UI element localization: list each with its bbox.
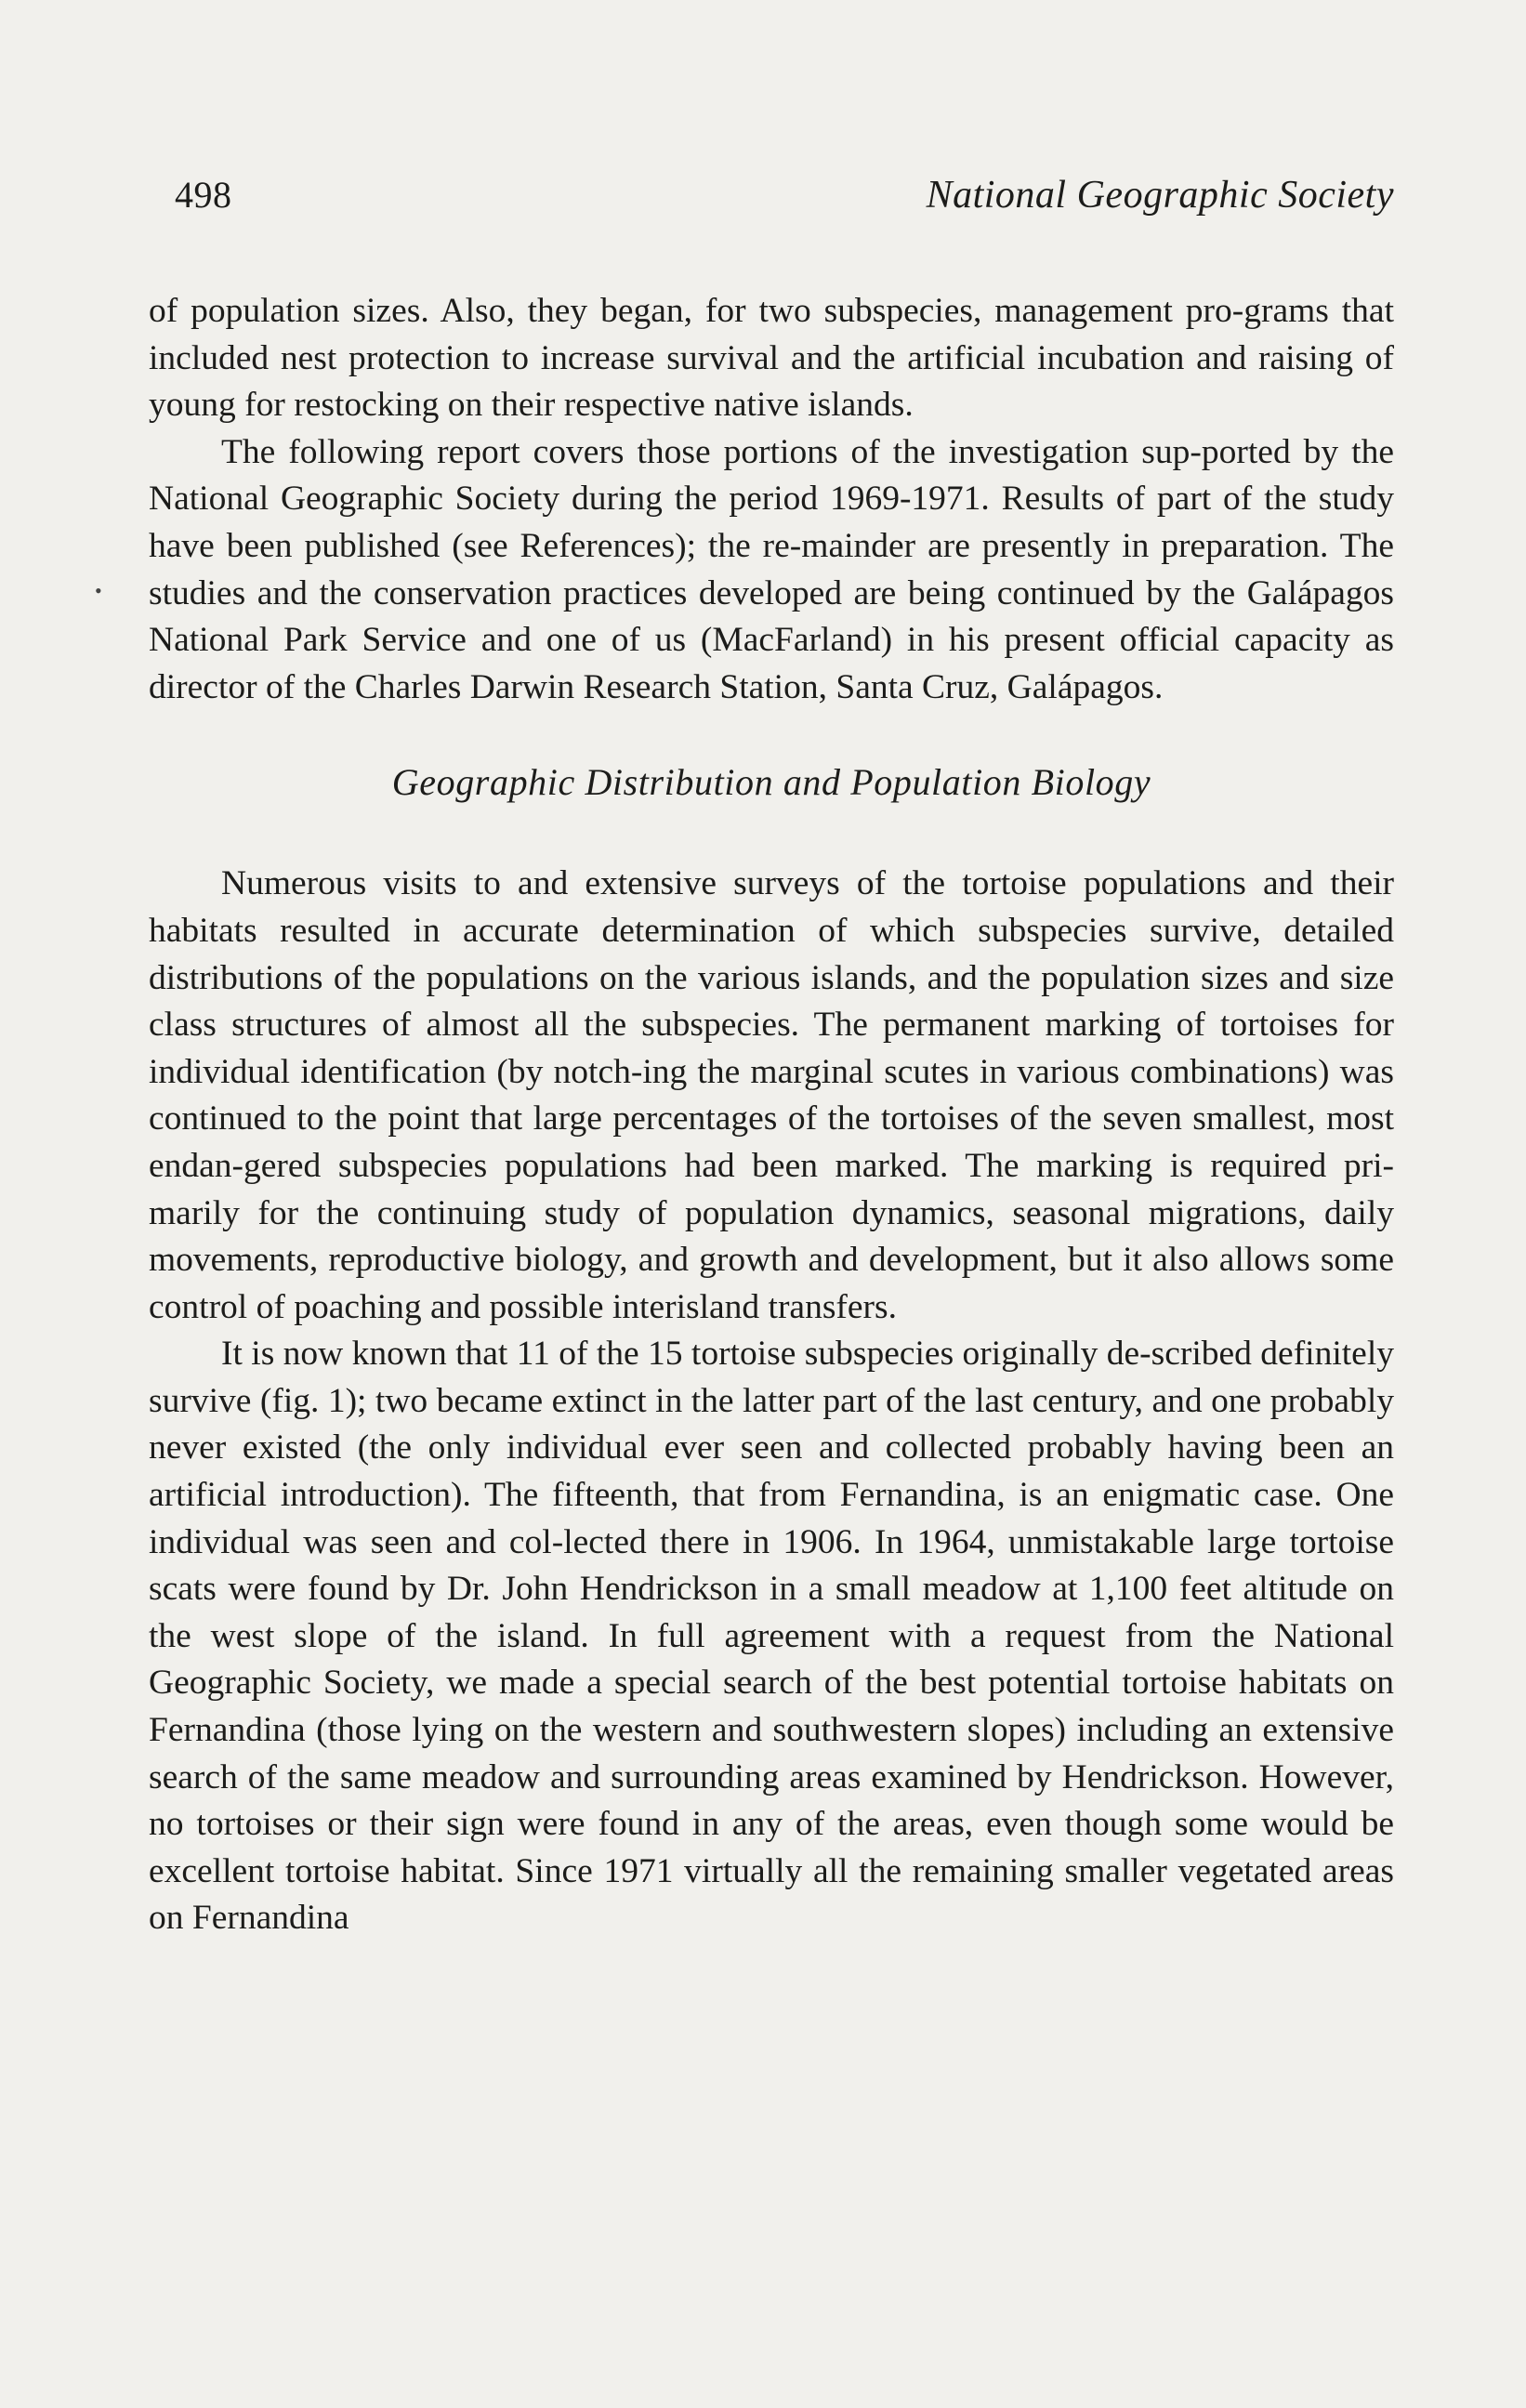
margin-dot-mark: • bbox=[95, 579, 102, 602]
paragraph-continuation: of population sizes. Also, they began, for two subspecies, management pro-grams that included nest protection to increase survival and the artificial incubation and raising of young for restocking on their respective native islands. bbox=[149, 292, 1394, 425]
page-header bbox=[175, 173, 1394, 229]
paragraph-surveys: Numerous visits to and extensive surveys of the tortoise populations and their habitats resulted in accurate determination of which subspecies survive, detailed distributions of the populations on the various islands, and the population sizes and size class structures of almost all the subspecies. The permanent marking of tortoises for individual identification (by notch-ing the marginal scutes in various combinations) was continued to the point that large percentages of the tortoises of the seven smallest, most endan-gered subspecies populations had been marked. The marking is required pri-marily for the continuing study of population dynamics, seasonal migrations, daily movements, reproductive biology, and growth and development, but it also allows some control of poaching and possible interisland transfers. bbox=[149, 864, 1394, 1326]
running-title: National Geographic Society bbox=[926, 174, 1394, 217]
section-heading: Geographic Distribution and Population Biology bbox=[391, 761, 1151, 804]
page-number: 498 bbox=[175, 174, 232, 216]
paragraph-report-scope: The following report covers those portions of the investigation sup-ported by the National Geographic Society during the period 1969-1971. Results of part of the study have been published (see References); the re-mainder are presently in preparation. The studies and the conservation practices developed are being continued by the Galápagos National Park Service and one of us (MacFarland) in his present official capacity as director of the Charles Darwin Research Station, Santa Cruz, Galápagos. bbox=[149, 432, 1394, 706]
section-heading-block bbox=[149, 760, 1394, 804]
body-text bbox=[149, 288, 1394, 1942]
paragraph-subspecies-survival: It is now known that 11 of the 15 tortoise subspecies originally de-scribed definitely survive (fig. 1); two became extinct in the latter part of the last century, and one probably never existed (the only individual ever seen and collected probably having been an artificial introduction). The fifteenth, that from Fernandina, is an enigmatic case. One individual was seen and col-lected there in 1906. In 1964, unmistakable large tortoise scats were found by Dr. John Hendrickson in a small meadow at 1,100 feet altitude on the west slope of the island. In full agreement with a request from the National Geographic Society, we made a special search of the best potential tortoise habitats on Fernandina (those lying on the western and southwestern slopes) including an extensive search of the same meadow and surrounding areas examined by Hendrickson. However, no tortoises or their sign were found in any of the areas, even though some would be excellent tortoise habitat. Since 1971 virtually all the remaining smaller vegetated areas on Fernandina bbox=[149, 1335, 1394, 1938]
